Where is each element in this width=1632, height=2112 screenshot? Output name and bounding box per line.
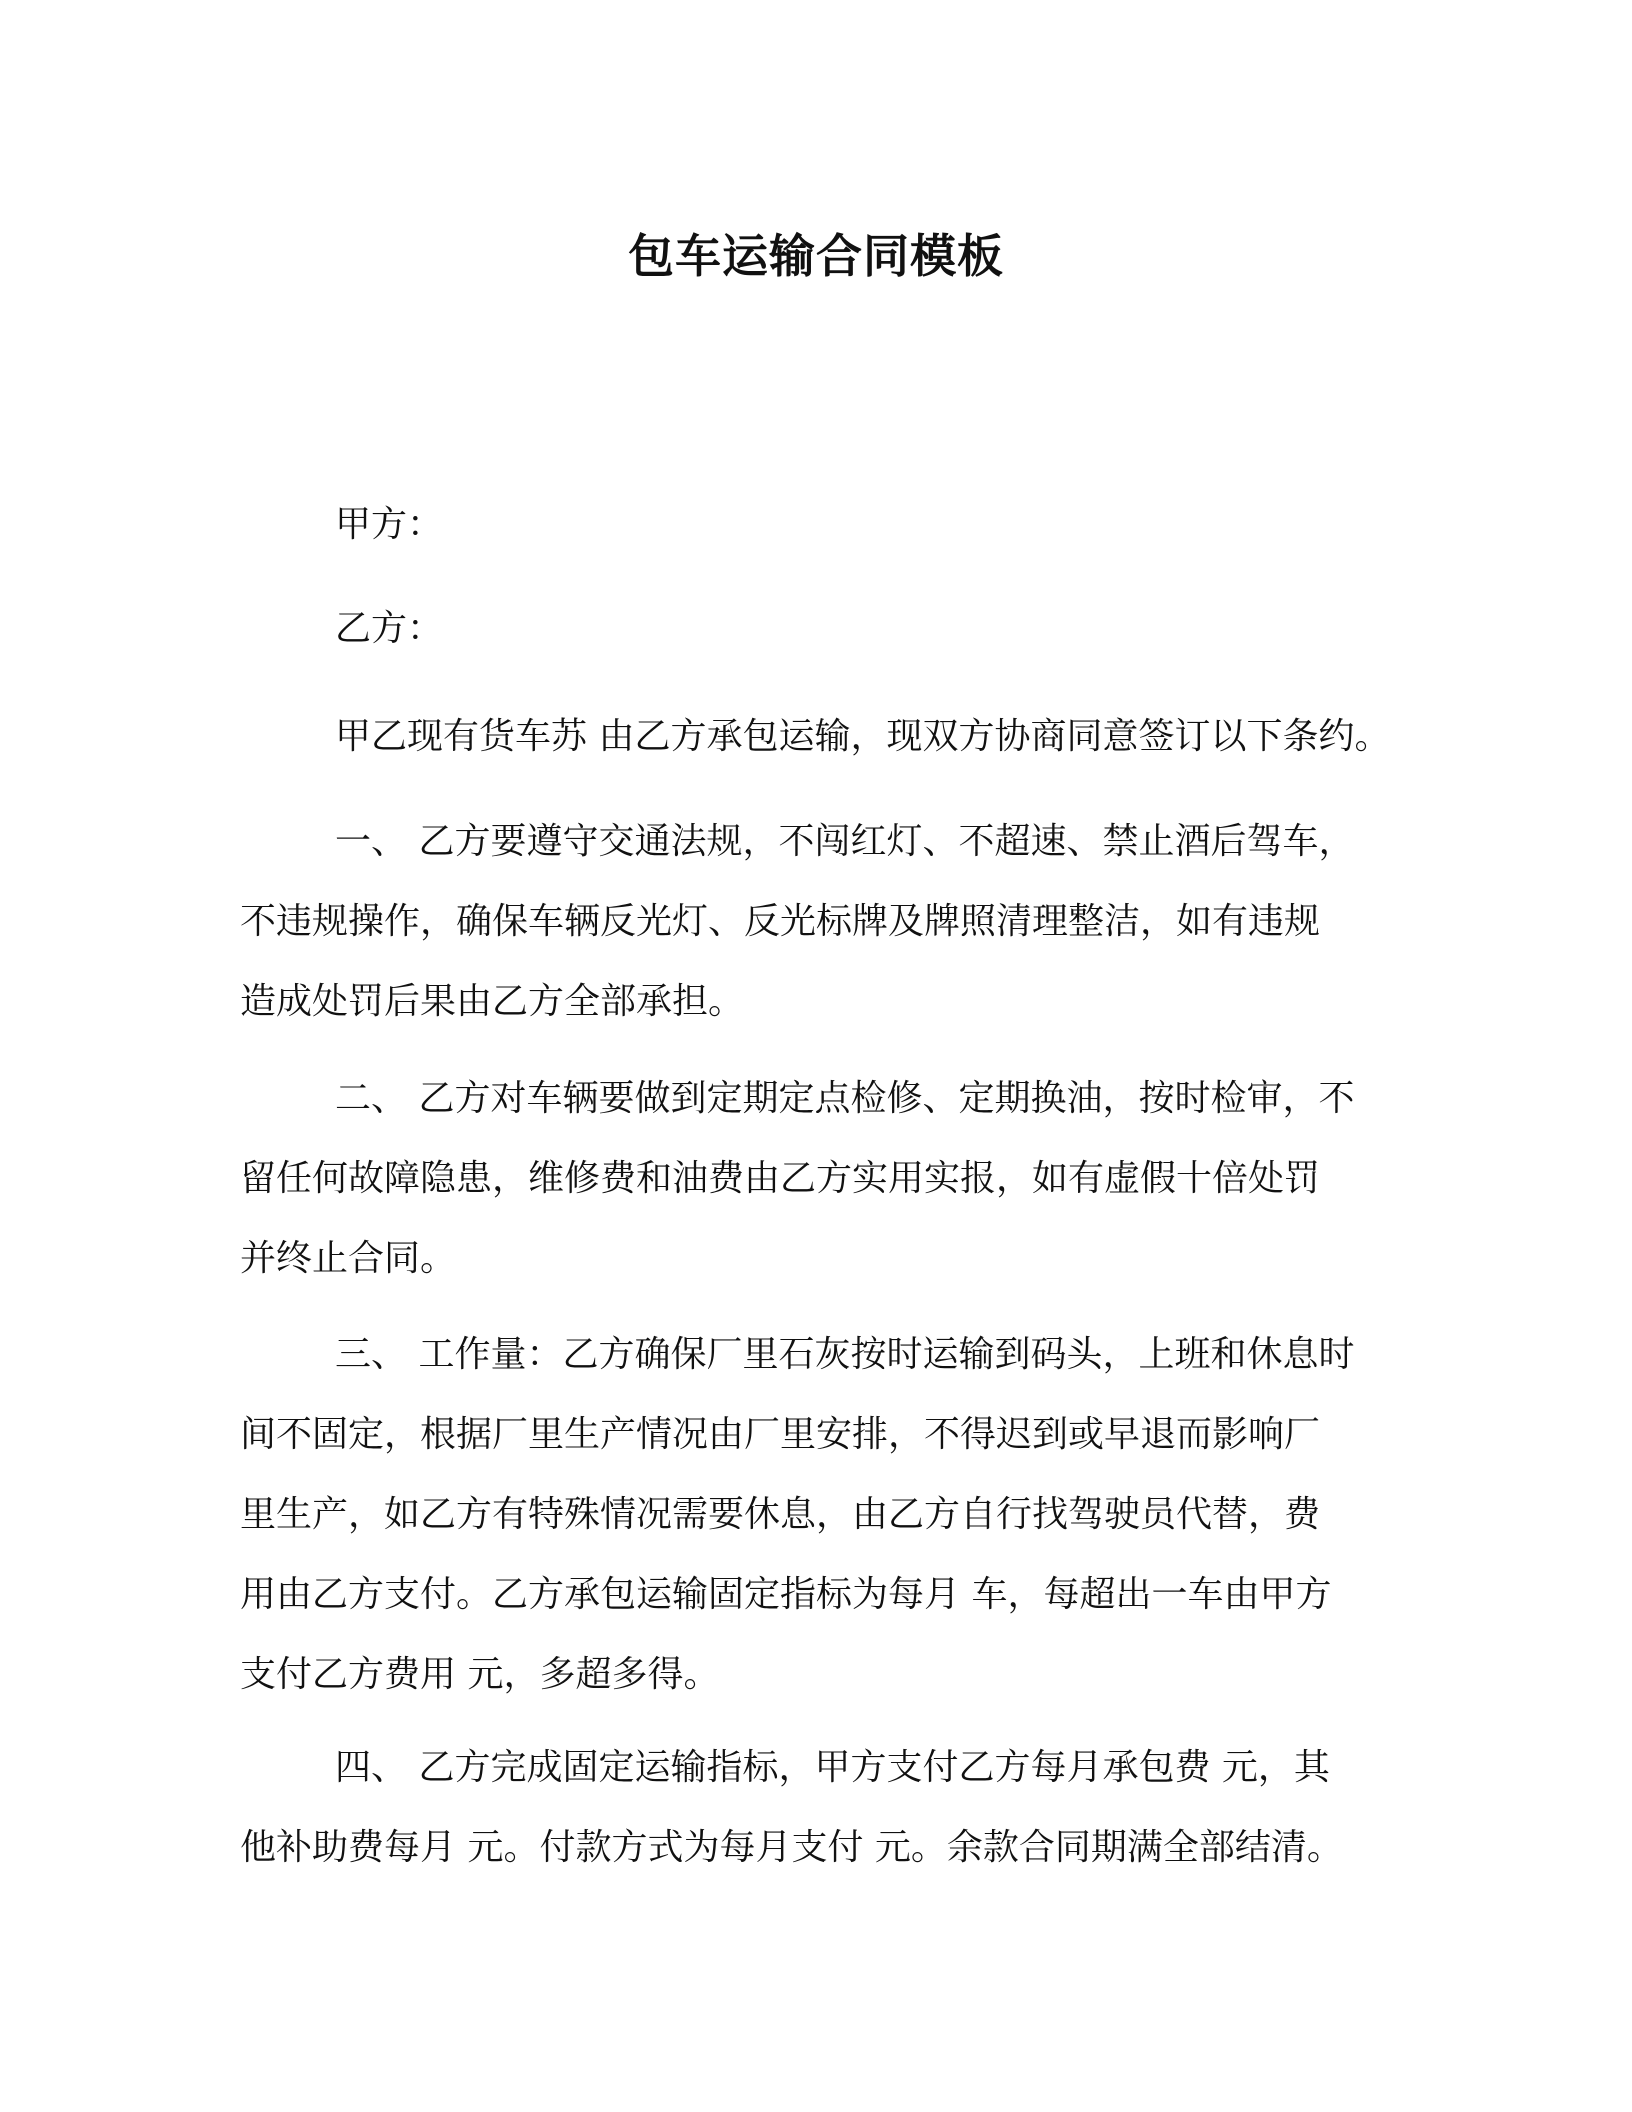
clause-3: [240, 1315, 1390, 1715]
clause-line: 造成处罚后果由乙方全部承担。: [240, 981, 745, 1022]
clause-line: 支付乙方费用 元，多超多得。: [240, 1654, 720, 1695]
clause-line: 里生产，如乙方有特殊情况需要休息，由乙方自行找驾驶员代替，费: [240, 1494, 1321, 1535]
clause-line: 留任何故障隐患，维修费和油费由乙方实用实报，如有虚假十倍处罚: [240, 1158, 1321, 1199]
party-b-label: 乙方：: [335, 608, 444, 649]
clause-line: 用由乙方支付。乙方承包运输固定指标为每月 车，每超出一车由甲方: [240, 1574, 1332, 1615]
clause-line: 不违规操作，确保车辆反光灯、反光标牌及牌照清理整洁，如有违规: [240, 901, 1321, 942]
document-title: 包车运输合同模板: [628, 229, 1004, 283]
clause-line: 他补助费每月 元。付款方式为每月支付 元。余款合同期满全部结清。: [240, 1827, 1343, 1868]
clause-line: 三、 工作量：乙方确保厂里石灰按时运输到码头，上班和休息时: [335, 1334, 1355, 1375]
party-a-label: 甲方：: [335, 504, 444, 545]
clause-4: [240, 1728, 1390, 1888]
clause-line: 间不固定，根据厂里生产情况由厂里安排，不得迟到或早退而影响厂: [240, 1414, 1321, 1455]
clause-line: 二、 乙方对车辆要做到定期定点检修、定期换油，按时检审，不: [335, 1078, 1355, 1119]
clause-1: [240, 802, 1390, 1042]
contract-intro: 甲乙现有货车苏 由乙方承包运输，现双方协商同意签订以下条约。: [335, 716, 1391, 757]
clause-line: 一、 乙方要遵守交通法规，不闯红灯、不超速、禁止酒后驾车，: [335, 821, 1355, 862]
clause-line: 四、 乙方完成固定运输指标，甲方支付乙方每月承包费 元，其: [335, 1747, 1330, 1788]
clause-line: 并终止合同。: [240, 1238, 457, 1279]
clause-2: [240, 1059, 1390, 1299]
